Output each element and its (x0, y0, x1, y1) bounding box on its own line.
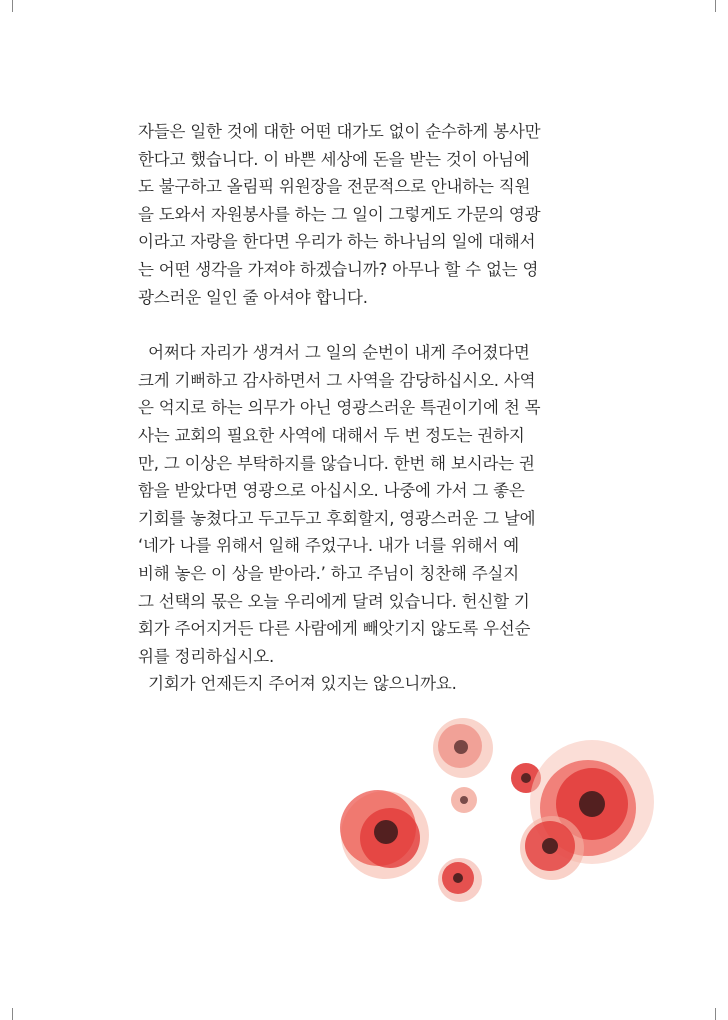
text-line: 위를 정리하십시오. (138, 646, 275, 666)
paragraph-2 (138, 339, 578, 698)
crop-mark-bottom-right (715, 1008, 716, 1020)
text-line: 어쩌다 자리가 생겨서 그 일의 순번이 내게 주어졌다면 (138, 343, 530, 363)
body-text (138, 118, 578, 698)
paragraph-1 (138, 118, 578, 311)
text-line: 크게 기뻐하고 감사하면서 그 사역을 감당하십시오. 사역 (138, 370, 536, 390)
text-line: 기회가 언제든지 주어져 있지는 않으니까요. (138, 674, 457, 694)
text-line: 회가 주어지거든 다른 사람에게 빼앗기지 않도록 우선순 (138, 619, 531, 639)
flower-tiny-center (451, 787, 477, 813)
text-line: 자들은 일한 것에 대한 어떤 대가도 없이 순수하게 봉사만 (138, 122, 541, 141)
crop-mark-top-right (715, 0, 716, 12)
flower-illustration (330, 710, 670, 930)
text-line: 광스러운 일인 줄 아셔야 합니다. (138, 287, 368, 307)
text-line: 이라고 자랑을 한다면 우리가 하는 하나님의 일에 대해서 (138, 232, 536, 252)
crop-mark-top-left (12, 0, 13, 12)
flower-mid-right (520, 816, 584, 880)
text-line: 함을 받았다면 영광으로 아십시오. 나중에 가서 그 좋은 (138, 481, 525, 501)
text-line: 비해 놓은 이 상을 받아라.’ 하고 주님이 칭찬해 주실지 (138, 563, 519, 583)
crop-mark-bottom-left (12, 1008, 13, 1020)
text-line: 을 도와서 자원봉사를 하는 그 일이 그렇게도 가문의 영광 (138, 204, 541, 224)
text-line: 기회를 놓쳤다고 두고두고 후회할지, 영광스러운 그 날에 (138, 508, 536, 528)
flower-top-pale (433, 718, 493, 778)
text-line: 만, 그 이상은 부탁하지를 않습니다. 한번 해 보시라는 권 (138, 453, 535, 473)
text-line: ‘네가 나를 위해서 일해 주었구나. 내가 너를 위해서 예 (138, 536, 519, 556)
text-line: 사는 교회의 필요한 사역에 대해서 두 번 정도는 권하지 (138, 425, 525, 445)
text-line: 도 불구하고 올림픽 위원장을 전문적으로 안내하는 직원 (138, 177, 531, 197)
text-line: 은 억지로 하는 의무가 아닌 영광스러운 특권이기에 천 목 (138, 398, 541, 418)
paragraph-spacer (138, 311, 578, 339)
flower-bottom-small (438, 858, 482, 902)
text-line: 한다고 했습니다. 이 바쁜 세상에 돈을 받는 것이 아님에 (138, 149, 530, 169)
text-line: 는 어떤 생각을 가져야 하겠습니까? 아무나 할 수 없는 영 (138, 259, 539, 279)
text-line: 그 선택의 몫은 오늘 우리에게 달려 있습니다. 헌신할 기 (138, 591, 530, 611)
flower-large-left (340, 790, 429, 879)
